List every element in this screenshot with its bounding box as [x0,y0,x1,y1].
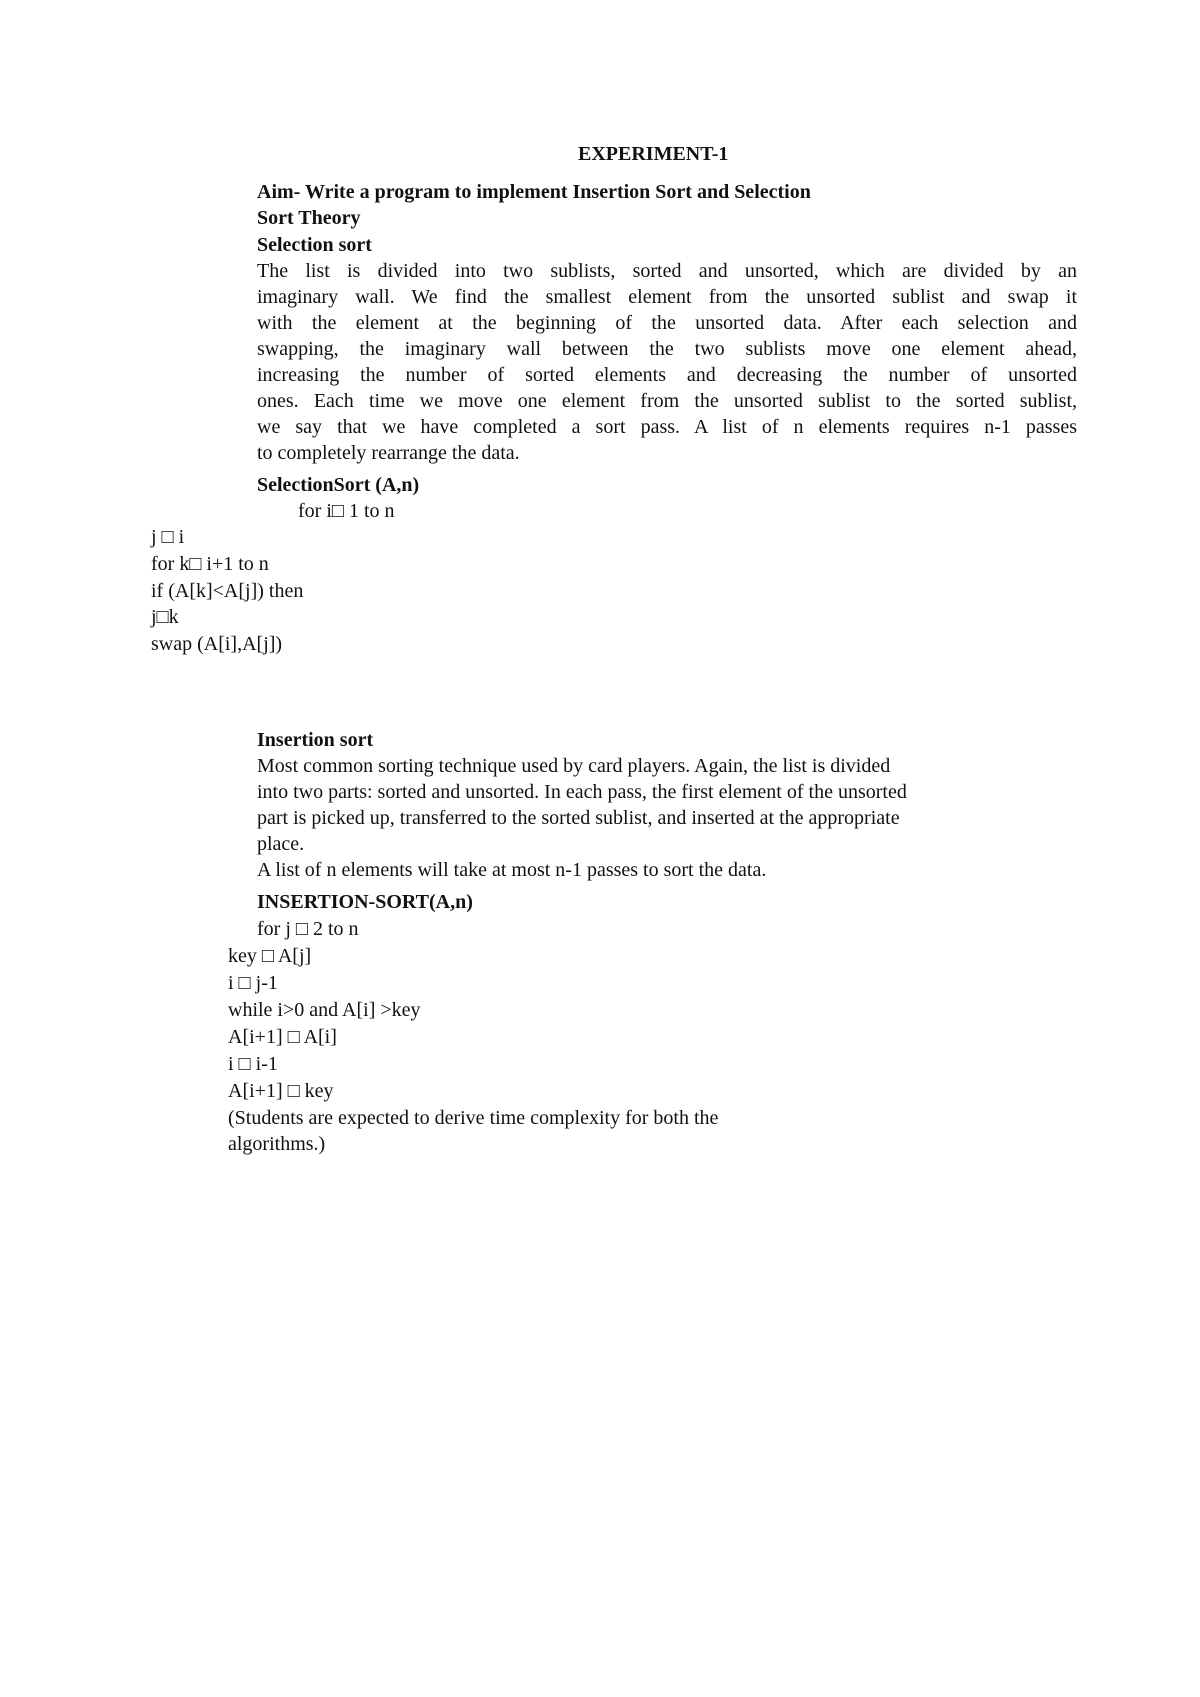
insertion-code-line: while i>0 and A[i] >key [228,999,421,1021]
selection-code-line: j □ i [151,526,185,548]
selection-code-line: j□k [151,606,179,628]
insertion-code-line: key □ A[j] [228,945,312,967]
insertion-paragraph-line: Most common sorting technique used by card players. Again, the list is divided [257,755,891,777]
insertion-paragraph-line: part is picked up, transferred to the sorted sublist, and inserted at the appropriate [257,807,900,829]
selection-paragraph-line: swapping, the imaginary wall between the two sublists move one element ahead, [257,338,1077,360]
insertion-sort-paragraph [257,753,907,883]
insertion-paragraph-line: place. [257,833,305,855]
selection-sort-paragraph [257,258,1077,466]
selection-paragraph-line: to completely rearrange the data. [257,442,520,464]
page-title: EXPERIMENT-1 [578,143,729,165]
selection-sort-algorithm-title: SelectionSort (A,n) [257,474,420,496]
selection-sort-heading: Selection sort [257,234,372,256]
complexity-note-line: (Students are expected to derive time complexity for both the [228,1107,719,1129]
selection-code-line: swap (A[i],A[j]) [151,633,283,655]
selection-paragraph-line: The list is divided into two sublists, sorted and unsorted, which are divided by an [257,260,1077,282]
insertion-code-line: for j □ 2 to n [257,918,359,940]
insertion-paragraph-line: into two parts: sorted and unsorted. In each pass, the first element of the unsorted [257,781,907,803]
selection-paragraph-line: we say that we have completed a sort pass. A list of n elements requires n-1 passes [257,416,1077,438]
aim-line-2: Sort Theory [257,207,361,229]
selection-code-line: for k□ i+1 to n [151,553,269,575]
aim-line-1: Aim- Write a program to implement Insertion Sort and Selection [257,181,811,203]
selection-code-line: if (A[k]<A[j]) then [151,580,304,602]
selection-paragraph-line: with the element at the beginning of the unsorted data. After each selection and [257,312,1077,334]
complexity-note-line: algorithms.) [228,1133,326,1155]
insertion-paragraph-line: A list of n elements will take at most n-1 passes to sort the data. [257,859,767,881]
selection-paragraph-line: ones. Each time we move one element from the unsorted sublist to the sorted sublist, [257,390,1077,412]
selection-code-line: for i□ 1 to n [298,500,395,522]
insertion-sort-algorithm-title: INSERTION-SORT(A,n) [257,891,473,913]
insertion-code-line: i □ i-1 [228,1053,278,1075]
insertion-code-line: i □ j-1 [228,972,278,994]
selection-paragraph-line: imaginary wall. We find the smallest element from the unsorted sublist and swap it [257,286,1077,308]
insertion-code-line: A[i+1] □ A[i] [228,1026,337,1048]
complexity-note [228,1105,718,1157]
insertion-code-line: A[i+1] □ key [228,1080,334,1102]
selection-paragraph-line: increasing the number of sorted elements and decreasing the number of unsorted [257,364,1077,386]
insertion-sort-heading: Insertion sort [257,729,374,751]
